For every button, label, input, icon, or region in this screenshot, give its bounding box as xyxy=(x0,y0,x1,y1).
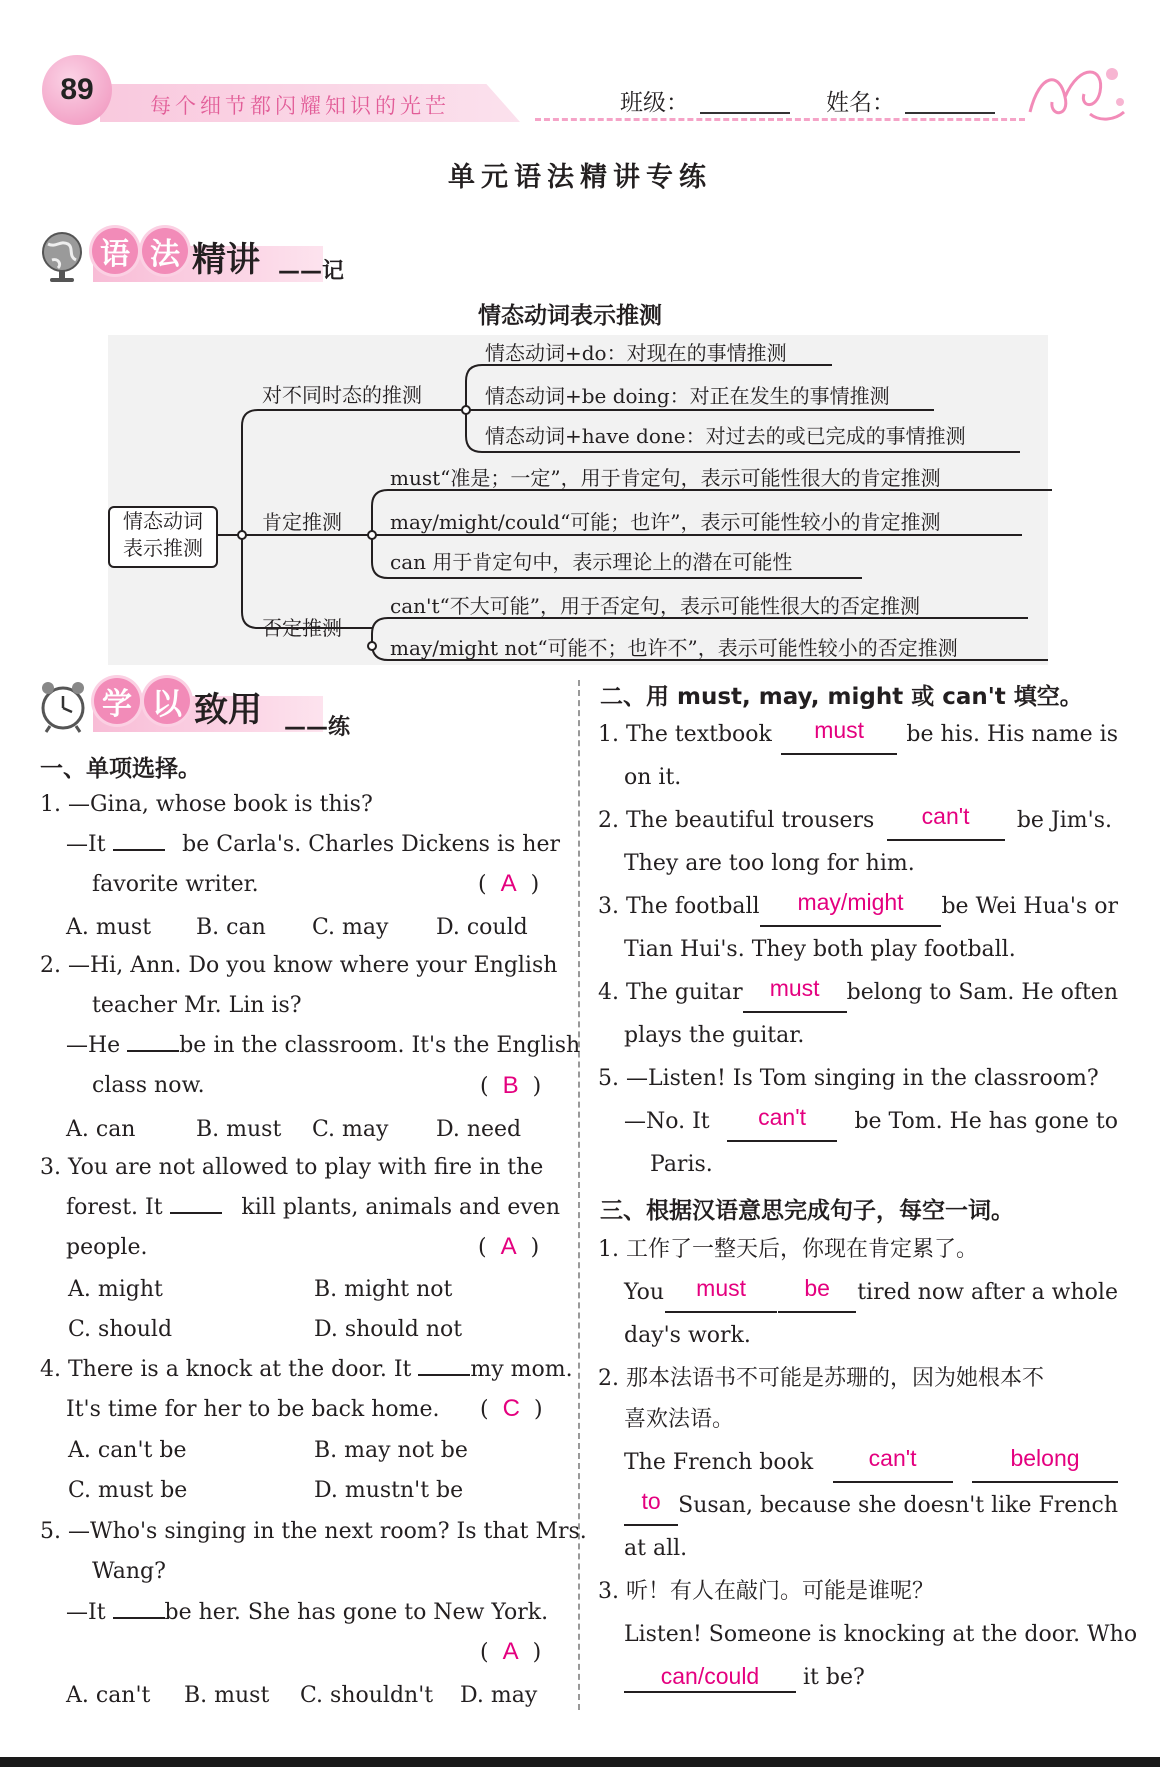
p3-q3-chinese: 3. 听！有人在敲门。可能是谁呢？ xyxy=(598,1579,934,1604)
p2-q3-line2: Tian Hui's. They both play football. xyxy=(624,937,1016,962)
p3-q2-line3: at all. xyxy=(624,1536,688,1561)
column-divider xyxy=(578,680,580,1710)
p3-q3-line2: can/could it be? xyxy=(624,1658,865,1698)
q3-option: A. might xyxy=(68,1277,163,1302)
q5-option: A. can't xyxy=(66,1683,151,1708)
mindmap-tense-item: 情态动词+be doing：对正在发生的事情推测 xyxy=(485,384,890,408)
q4-option: C. must be xyxy=(68,1478,188,1503)
q3-line1: 3. You are not allowed to play with fire in the xyxy=(40,1155,544,1180)
q5-answer: ( A ) xyxy=(480,1638,542,1665)
q2-blank xyxy=(127,1050,179,1052)
name-label: 姓名： xyxy=(826,90,895,116)
part2-heading: 二、用 must, may, might 或 can't 填空。 xyxy=(600,684,1083,710)
p2-q1-answer: must xyxy=(781,715,897,755)
p2-q3-line1: 3. The football may/might be Wei Hua's or xyxy=(598,887,1118,927)
q1-option: D. could xyxy=(436,915,528,940)
practice-char-2: 以 xyxy=(144,678,190,724)
p2-q4-line2: plays the guitar. xyxy=(624,1023,805,1048)
p3-q2-chinese2: 喜欢法语。 xyxy=(624,1407,735,1432)
q3-line3: people. xyxy=(66,1235,148,1260)
p2-q1-line2: on it. xyxy=(624,765,682,790)
p2-q2-line2: They are too long for him. xyxy=(624,851,915,876)
q2-answer: ( B ) xyxy=(480,1072,542,1099)
mindmap-positive-item: may/might/could“可能；也许”，表示可能性较小的肯定推测 xyxy=(390,510,941,534)
q1-answer: ( A ) xyxy=(478,870,540,897)
practice-char-1: 学 xyxy=(94,678,140,724)
class-label: 班级： xyxy=(620,90,689,116)
mindmap-branch-tense: 对不同时态的推测 xyxy=(262,383,422,407)
q5-option: B. must xyxy=(184,1683,270,1708)
p3-q1-answer: be xyxy=(778,1273,856,1313)
p2-q4-answer: must xyxy=(743,973,847,1013)
part3-heading: 三、根据汉语意思完成句子，每空一词。 xyxy=(600,1198,1014,1224)
q1-option: A. must xyxy=(66,915,152,940)
q3-line2: forest. It kill plants, animals and even xyxy=(66,1195,560,1220)
p3-q3-answer: can/could xyxy=(624,1661,796,1693)
mindmap-positive-item: must“准是；一定”，用于肯定句，表示可能性很大的肯定推测 xyxy=(390,466,941,490)
q5-option: D. may xyxy=(460,1683,538,1708)
q1-line1: 1. —Gina, whose book is this? xyxy=(40,792,373,817)
practice-suffix: ——练 xyxy=(284,715,351,740)
mindmap-branch-negative: 否定推测 xyxy=(262,616,342,640)
p2-q2-line1: 2. The beautiful trousers can't be Jim's. xyxy=(598,801,1112,841)
slogan: 每个细节都闪耀知识的光芒 xyxy=(150,94,450,118)
alarm-clock-icon xyxy=(38,680,88,734)
q2-line2: teacher Mr. Lin is? xyxy=(92,993,302,1018)
mindmap-tense-item: 情态动词+have done：对过去的或已完成的事情推测 xyxy=(485,424,966,448)
mindmap-negative-item: may/might not“可能不；也许不”，表示可能性较小的否定推测 xyxy=(390,636,958,660)
q4-option: D. mustn't be xyxy=(314,1478,464,1503)
p3-q1-line2: day's work. xyxy=(624,1323,751,1348)
p3-q2-chinese1: 2. 那本法语书不可能是苏珊的，因为她根本不 xyxy=(598,1366,1044,1391)
p2-q5-line3: Paris. xyxy=(650,1152,713,1177)
practice-section-banner xyxy=(38,678,398,740)
p3-q1-chinese: 1. 工作了一整天后，你现在肯定累了。 xyxy=(598,1237,978,1262)
p3-q1-line1: You must be tired now after a whole xyxy=(624,1273,1118,1313)
p2-q3-answer: may/might xyxy=(760,887,942,927)
q3-blank xyxy=(170,1212,222,1214)
q5-option: C. shouldn't xyxy=(300,1683,434,1708)
q4-option: B. may not be xyxy=(314,1438,468,1463)
q1-line3: favorite writer. xyxy=(92,872,259,897)
mindmap-title: 情态动词表示推测 xyxy=(478,303,662,329)
p2-q5-line1: 5. —Listen! Is Tom singing in the classroom? xyxy=(598,1066,1099,1091)
page-title: 单元语法精讲专练 xyxy=(448,162,712,193)
practice-title: 致用 xyxy=(194,690,262,730)
p3-q2-answer: belong xyxy=(972,1443,1118,1483)
part1-heading: 一、单项选择。 xyxy=(40,756,201,782)
q2-line3: —He be in the classroom. It's the English xyxy=(66,1033,581,1058)
p3-q2-answer: can't xyxy=(833,1443,953,1483)
p3-q2-answer: to xyxy=(624,1486,678,1526)
q5-blank xyxy=(113,1617,165,1619)
q3-option: C. should xyxy=(68,1317,173,1342)
p3-q1-answer: must xyxy=(665,1273,777,1313)
q3-answer: ( A ) xyxy=(478,1233,540,1260)
p2-q5-answer: can't xyxy=(727,1102,837,1142)
q3-option: B. might not xyxy=(314,1277,453,1302)
q1-option: C. may xyxy=(312,915,389,940)
mindmap-root: 情态动词 表示推测 xyxy=(108,506,218,568)
bottom-bar xyxy=(0,1757,1160,1767)
q4-blank xyxy=(418,1374,470,1376)
page-number: 89 xyxy=(42,55,112,125)
p2-q1-line1: 1. The textbook must be his. His name is xyxy=(598,715,1118,755)
q2-option: D. need xyxy=(436,1117,522,1142)
grammar-suffix: ——记 xyxy=(278,259,345,284)
mindmap-negative-item: can't“不大可能”，用于否定句，表示可能性很大的否定推测 xyxy=(390,594,920,618)
p3-q2-line1: The French book can't belong xyxy=(624,1443,1118,1483)
grammar-title: 精讲 xyxy=(192,240,260,280)
q2-line4: class now. xyxy=(92,1073,205,1098)
q4-line2: It's time for her to be back home. xyxy=(66,1397,440,1422)
q2-option: C. may xyxy=(312,1117,389,1142)
q5-line2: Wang? xyxy=(92,1559,166,1584)
grammar-char-1: 语 xyxy=(92,228,138,274)
p2-q4-line1: 4. The guitar must belong to Sam. He often xyxy=(598,973,1118,1013)
p2-q2-answer: can't xyxy=(887,801,1005,841)
q1-option: B. can xyxy=(196,915,266,940)
q4-line1: 4. There is a knock at the door. It my mom. xyxy=(40,1357,573,1382)
q4-option: A. can't be xyxy=(68,1438,187,1463)
mindmap-branch-positive: 肯定推测 xyxy=(262,510,342,534)
p3-q3-line1: Listen! Someone is knocking at the door. Who xyxy=(624,1622,1138,1647)
mindmap-tense-item: 情态动词+do：对现在的事情推测 xyxy=(485,341,787,365)
q2-option: A. can xyxy=(66,1117,136,1142)
q1-line2: —It be Carla's. Charles Dickens is her xyxy=(66,832,560,857)
q2-line1: 2. —Hi, Ann. Do you know where your English xyxy=(40,953,558,978)
grammar-char-2: 法 xyxy=(142,228,188,274)
p2-q5-line2: —No. It can't be Tom. He has gone to xyxy=(624,1102,1118,1142)
q5-line1: 5. —Who's singing in the next room? Is that Mrs. xyxy=(40,1519,587,1544)
q5-line3: —It be her. She has gone to New York. xyxy=(66,1600,549,1625)
p3-q2-line2: to Susan, because she doesn't like French xyxy=(624,1486,1118,1526)
mindmap-positive-item: can 用于肯定句中，表示理论上的潜在可能性 xyxy=(390,550,793,574)
q3-option: D. should not xyxy=(314,1317,463,1342)
q2-option: B. must xyxy=(196,1117,282,1142)
q4-answer: ( C ) xyxy=(480,1395,543,1422)
q1-blank xyxy=(113,849,165,851)
